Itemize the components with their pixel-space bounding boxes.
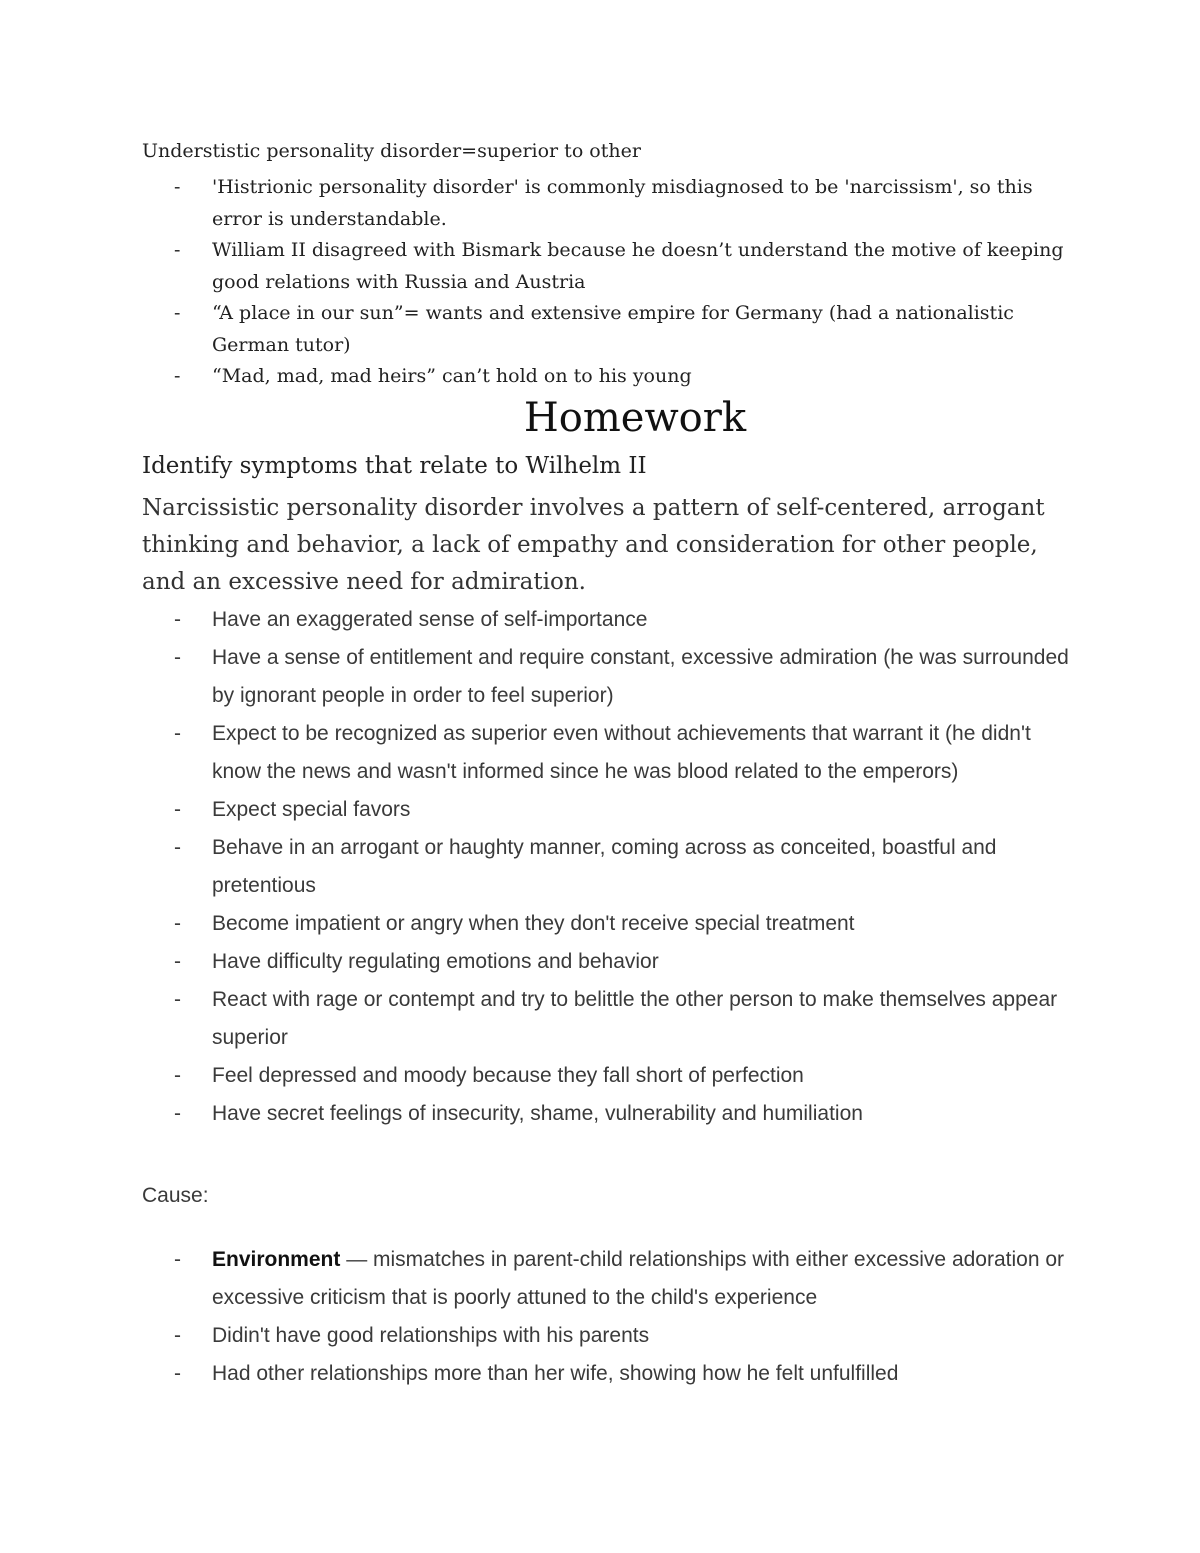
dash-bullet: - (174, 646, 181, 669)
dash-bullet: - (174, 1248, 181, 1271)
homework-title: Homework (523, 395, 747, 441)
list-item: - React with rage or contempt and try to belittle the other person to make themselves appear superior (142, 981, 1072, 1057)
dash-bullet: - (174, 950, 181, 973)
list-item: - Have an exaggerated sense of self-importance (142, 601, 1072, 639)
dash-bullet: - (174, 798, 181, 821)
dash-bullet: - (174, 1362, 181, 1385)
list-item: - Behave in an arrogant or haughty manner, coming across as conceited, boastful and pretentious (142, 829, 1072, 905)
list-item: - Have a sense of entitlement and require constant, excessive admiration (he was surrounded by ignorant people in order to feel superior) (142, 639, 1072, 715)
list-item: - “A place in our sun”= wants and extensive empire for Germany (had a nationalistic German tutor) (142, 298, 1072, 361)
environment-term: Environment (212, 1248, 341, 1271)
list-item: - Feel depressed and moody because they fall short of perfection (142, 1057, 1072, 1095)
list-item: - Expect special favors (142, 791, 1072, 829)
list-item: - Expect to be recognized as superior even without achievements that warrant it (he didn't know the news and wasn't informed since he was blood related to the emperors) (142, 715, 1072, 791)
list-item: - 'Histrionic personality disorder' is commonly misdiagnosed to be 'narcissism', so this error is understandable. (142, 172, 1072, 235)
dash-bullet: - (174, 1324, 181, 1347)
list-item: - Didin't have good relationships with his parents (142, 1317, 1072, 1355)
dash-bullet: - (174, 302, 181, 324)
homework-subtitle: Identify symptoms that relate to Wilhelm II (142, 453, 647, 479)
dash-bullet: - (174, 836, 181, 859)
dash-bullet: - (174, 1064, 181, 1087)
homework-description: Narcissistic personality disorder involves a pattern of self-centered, arrogant thinking and behavior, a lack of empathy and consideration for other people, and an excessive need for admiration. (142, 495, 1045, 595)
notes-intro: Understistic personality disorder=superior to other (142, 140, 641, 162)
symptoms-list (142, 601, 1072, 1133)
dash-bullet: - (174, 1102, 181, 1125)
dash-bullet: - (174, 365, 181, 387)
causes-list (142, 1241, 1072, 1393)
list-item: - William II disagreed with Bismark because he doesn’t understand the motive of keeping good relations with Russia and Austria (142, 235, 1072, 298)
cause-label: Cause: (142, 1184, 209, 1207)
list-item: - Have secret feelings of insecurity, shame, vulnerability and humiliation (142, 1095, 1072, 1133)
list-item: - Had other relationships more than her wife, showing how he felt unfulfilled (142, 1355, 1072, 1393)
list-item: - Environment — mismatches in parent-child relationships with either excessive adoration or excessive criticism that is poorly attuned to the child's experience (142, 1241, 1072, 1317)
dash-bullet: - (174, 608, 181, 631)
dash-bullet: - (174, 988, 181, 1011)
dash-bullet: - (174, 722, 181, 745)
dash-bullet: - (174, 912, 181, 935)
list-item: - Have difficulty regulating emotions and behavior (142, 943, 1072, 981)
notes-list (142, 172, 1072, 393)
dash-bullet: - (174, 176, 181, 198)
dash-bullet: - (174, 239, 181, 261)
list-item: - Become impatient or angry when they don't receive special treatment (142, 905, 1072, 943)
list-item: - “Mad, mad, mad heirs” can’t hold on to his young (142, 361, 1072, 393)
